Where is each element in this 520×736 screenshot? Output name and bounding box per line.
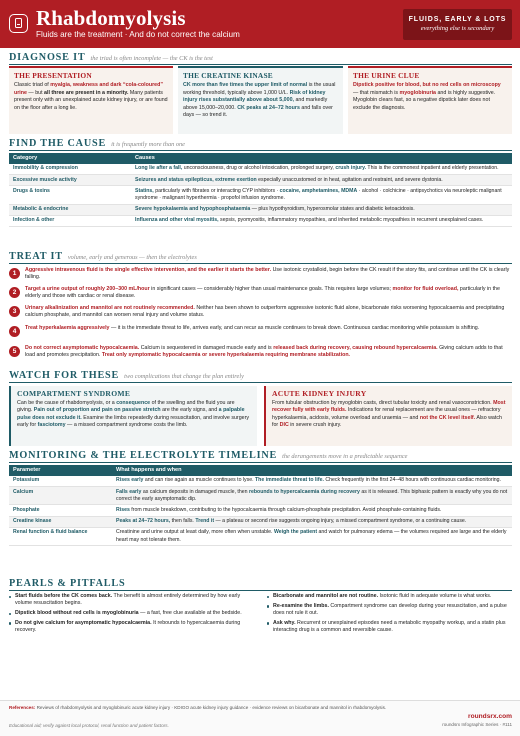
row-label: Immobility & compression: [9, 164, 131, 175]
row-value: Seizures and status epilepticus, extreme exertion especially unaccustomed or in heat, agitation and restraint, and severe dystonia.: [131, 175, 512, 186]
list-item: Dipstick blood without red cells is myoglobinuria — a fast, free clue available at the bedside.: [9, 610, 254, 617]
box-compartment-syndrome: [9, 386, 257, 446]
card-creatine-kinase: [178, 66, 343, 134]
row-label: Renal function & fluid balance: [9, 527, 112, 545]
section-title: FIND THE CAUSE: [9, 138, 107, 149]
treat-step: [9, 305, 512, 320]
table-row: [9, 476, 512, 487]
step-text: Aggressive intravenous fluid is the single effective intervention, and the earlier it starts the better. Use isotonic crystalloid, begin before the CK result if the story fits, and continue until the CK is clearly falling.: [25, 267, 510, 281]
box-title: COMPARTMENT SYNDROME: [17, 389, 131, 398]
box-acute-kidney-injury: [264, 386, 512, 446]
section-title: DIAGNOSE IT: [9, 52, 86, 63]
list-item: Do not give calcium for asymptomatic hypocalcaemia. It rebounds to hypercalcaemia during recovery.: [9, 620, 254, 635]
section-title: PEARLS & PITFALLS: [9, 578, 126, 589]
section-title: MONITORING & THE ELECTROLYTE TIMELINE: [9, 450, 278, 461]
card-title: THE PRESENTATION: [14, 71, 92, 80]
row-label: Excessive muscle activity: [9, 175, 131, 186]
column-header: What happens and when: [112, 465, 512, 476]
list-item: Ask why. Recurrent or unexplained episodes need a metabolic myopathy workup, and a statin plus interacting drug is a common and reversible cause.: [267, 620, 512, 635]
header-callout-title: FLUIDS, EARLY & LOTS: [408, 16, 507, 23]
step-text: Treat hyperkalaemia aggressively — it is the immediate threat to life, arrives early, and can recur as muscle continues to break down. Continuous cardiac monitoring while potassium is shifting.: [25, 325, 480, 331]
cause-table: [9, 153, 512, 227]
step-number: 5: [9, 346, 20, 357]
card-text: Classic triad of myalgia, weakness and dark “cola-coloured” urine — but all three are present in a minority. Many patients present only with an unexplained acute kidney injury, or are found on the floor after a long lie.: [14, 82, 168, 111]
treat-step: [9, 325, 512, 335]
section-title: WATCH FOR THESE: [9, 370, 120, 381]
references: References: Reviews of rhabdomyolysis and myoglobinuric acute kidney injury · KDIGO acute kidney injury guidance · evidence reviews on bicarbonate and mannitol in rhabdomyolysis.: [9, 705, 387, 710]
step-text: Target a urine output of roughly 200–300 mL/hour in significant cases — considerably higher than usual maintenance goals. This requires large volumes; monitor for fluid overload, particularly in the elderly and those with cardiac or renal disease.: [25, 286, 500, 300]
section-divider: [9, 263, 512, 264]
row-label: Infection & other: [9, 215, 131, 226]
page-subtitle: Fluids are the treatment · And do not correct the calcium: [36, 30, 240, 39]
table-row: [9, 164, 512, 175]
box-text: From tubular obstruction by myoglobin casts, direct tubular toxicity and renal vasoconstriction. Most recover fully with early fluids. Indications for renal replacement are the usual ones — refractory hyperkalaemia, acidosis, volume overload and uraemia — and not the CK level itself. Also watch for DIC in severe crush injury.: [272, 400, 506, 429]
step-number: 1: [9, 268, 20, 279]
section-divider: [9, 64, 512, 65]
site-link[interactable]: roundsrx.com: [468, 713, 512, 720]
row-value: Rises early and can rise again as muscle continues to lyse. The immediate threat to life. Check frequently in the first 24–48 hours with continuous cardiac monitoring.: [112, 476, 512, 487]
step-number: 4: [9, 326, 20, 337]
row-value: Peaks at 24–72 hours, then falls. Trend it — a plateau or second rise suggests ongoing injury, a missed compartment syndrome, or a continuing cause.: [112, 516, 512, 527]
row-value: Falls early as calcium deposits in damaged muscle, then rebounds to hypercalcaemia during recovery as it is released. This biphasic pattern is exactly why you do not correct the early asymptomatic dip.: [112, 487, 512, 505]
series-label: roundsrx Infographic Series · #111: [442, 722, 512, 727]
section-divider: [9, 150, 512, 151]
step-text: Do not correct asymptomatic hypocalcaemia. Calcium is sequestered in damaged muscle early and is released back during recovery, causing rebound hypercalcaemia. Giving calcium adds to that load and promotes precipitation. Treat only symptomatic hypocalcaemia or severe hyperkalaemia requiring membrane stabilization.: [25, 345, 503, 359]
table-header-row: [9, 153, 512, 164]
row-label: Potassium: [9, 476, 112, 487]
card-text: Dipstick positive for blood, but no red cells on microscopy — that mismatch is myoglobinuria and is highly suggestive. Myoglobin clears fast, so a negative dipstick later does not exclude the diagnosis.: [353, 82, 501, 111]
card-title: THE CREATINE KINASE: [183, 71, 273, 80]
pearls-left-column: [9, 593, 254, 637]
table-row: [9, 186, 512, 204]
page-title: Rhabdomyolysis: [36, 6, 186, 30]
list-item: Start fluids before the CK comes back. The benefit is almost entirely determined by how early volume resuscitation begins.: [9, 593, 254, 608]
row-label: Drugs & toxins: [9, 186, 131, 204]
section-divider: [9, 382, 512, 383]
card-presentation: [9, 66, 173, 134]
row-label: Metabolic & endocrine: [9, 204, 131, 215]
row-label: Phosphate: [9, 505, 112, 516]
table-row: [9, 204, 512, 215]
section-subtitle: volume, early and generous — then the electrolytes: [67, 254, 197, 261]
row-value: Rises from muscle breakdown, contributing to the hypocalcaemia through calcium-phosphate precipitation. Avoid phosphate-containing fluids.: [112, 505, 512, 516]
header-callout: [403, 9, 512, 40]
treat-step: [9, 286, 512, 301]
header-callout-sub: everything else is secondary: [420, 25, 495, 32]
card-title: THE URINE CLUE: [353, 71, 420, 80]
pearls-right-column: [267, 593, 512, 637]
row-value: Creatinine and urine output at least daily, more often when unstable. Weigh the patient and watch for pulmonary edema — the volumes required are large and the elderly heart may not tolerate them.: [112, 527, 512, 545]
section-subtitle: the derangements move in a predictable sequence: [282, 453, 408, 460]
monitoring-table: [9, 465, 512, 546]
section-divider: [9, 590, 512, 591]
section-subtitle: the triad is often incomplete — the CK is the test: [90, 55, 213, 62]
list-item: Bicarbonate and mannitol are not routine. Isotonic fluid in adequate volume is what works.: [267, 593, 512, 600]
treat-step: [9, 267, 512, 282]
table-row: [9, 215, 512, 226]
row-label: Creatine kinase: [9, 516, 112, 527]
disclaimer: Educational aid; verify against local protocol, renal function and patient factors.: [9, 723, 169, 728]
treat-step: [9, 345, 512, 360]
list-item: Re-examine the limbs. Compartment syndrome can develop during your resuscitation, and a pulse does not rule it out.: [267, 603, 512, 618]
section-divider: [9, 462, 512, 463]
step-number: 3: [9, 306, 20, 317]
table-row: [9, 505, 512, 516]
row-value: Severe hypokalaemia and hypophosphataemia — plus hypothyroidism, hyperosmolar states and diabetic ketoacidosis.: [131, 204, 512, 215]
section-subtitle: it is frequently more than one: [111, 141, 185, 148]
table-row: [9, 175, 512, 186]
table-row: [9, 516, 512, 527]
row-value: Long lie after a fall, unconsciousness, drug or alcohol intoxication, prolonged surgery, crush injury. This is the commonest inpatient and elderly presentation.: [131, 164, 512, 175]
section-title: TREAT IT: [9, 251, 63, 262]
header-banner: [0, 0, 520, 48]
box-text: Can be the cause of rhabdomyolysis, or a consequence of the swelling and the fluid you are giving. Pain out of proportion and pain on passive stretch are the early signs, and a palpable pulse does not exclude it. Examine the limbs repeatedly during resuscitation, and involve surgery early for fasciotomy — a missed compartment syndrome costs the limb.: [17, 400, 249, 429]
row-value: Influenza and other viral myositis, sepsis, pyomyositis, inflammatory myopathies, and inherited metabolic myopathies in recurrent unexplained cases.: [131, 215, 512, 226]
column-header: Parameter: [9, 465, 112, 476]
footer: [0, 700, 520, 736]
table-header-row: [9, 465, 512, 476]
column-header: Category: [9, 153, 131, 164]
row-label: Calcium: [9, 487, 112, 505]
box-title: ACUTE KIDNEY INJURY: [272, 389, 367, 398]
kidney-logo-icon: [9, 14, 28, 33]
table-row: [9, 527, 512, 545]
step-text: Urinary alkalinization and mannitol are not routinely recommended. Neither has been shown to outperform aggressive isotonic fluid alone, bicarbonate risks worsening hypocalcaemia and precipitating calcium phosphate, and mannitol can worsen renal injury and volume status.: [25, 305, 505, 319]
column-header: Causes: [131, 153, 512, 164]
step-number: 2: [9, 287, 20, 298]
section-subtitle: two complications that change the plan entirely: [124, 373, 244, 380]
card-urine-clue: [348, 66, 512, 134]
table-row: [9, 487, 512, 505]
row-value: Statins, particularly with fibrates or interacting CYP inhibitors · cocaine, amphetamines, MDMA · alcohol · colchicine · antipsychotics via neuroleptic malignant syndrome · malignant hyperthermia · propofol infusion syndrome.: [131, 186, 512, 204]
card-text: CK more than five times the upper limit of normal is the usual working threshold, typically above 1,000 U/L. Risk of kidney injury rises substantially above about 5,000, and markedly above 15,000–20,000. CK peaks at 24–72 hours and falls over days — so trend it.: [183, 82, 336, 119]
